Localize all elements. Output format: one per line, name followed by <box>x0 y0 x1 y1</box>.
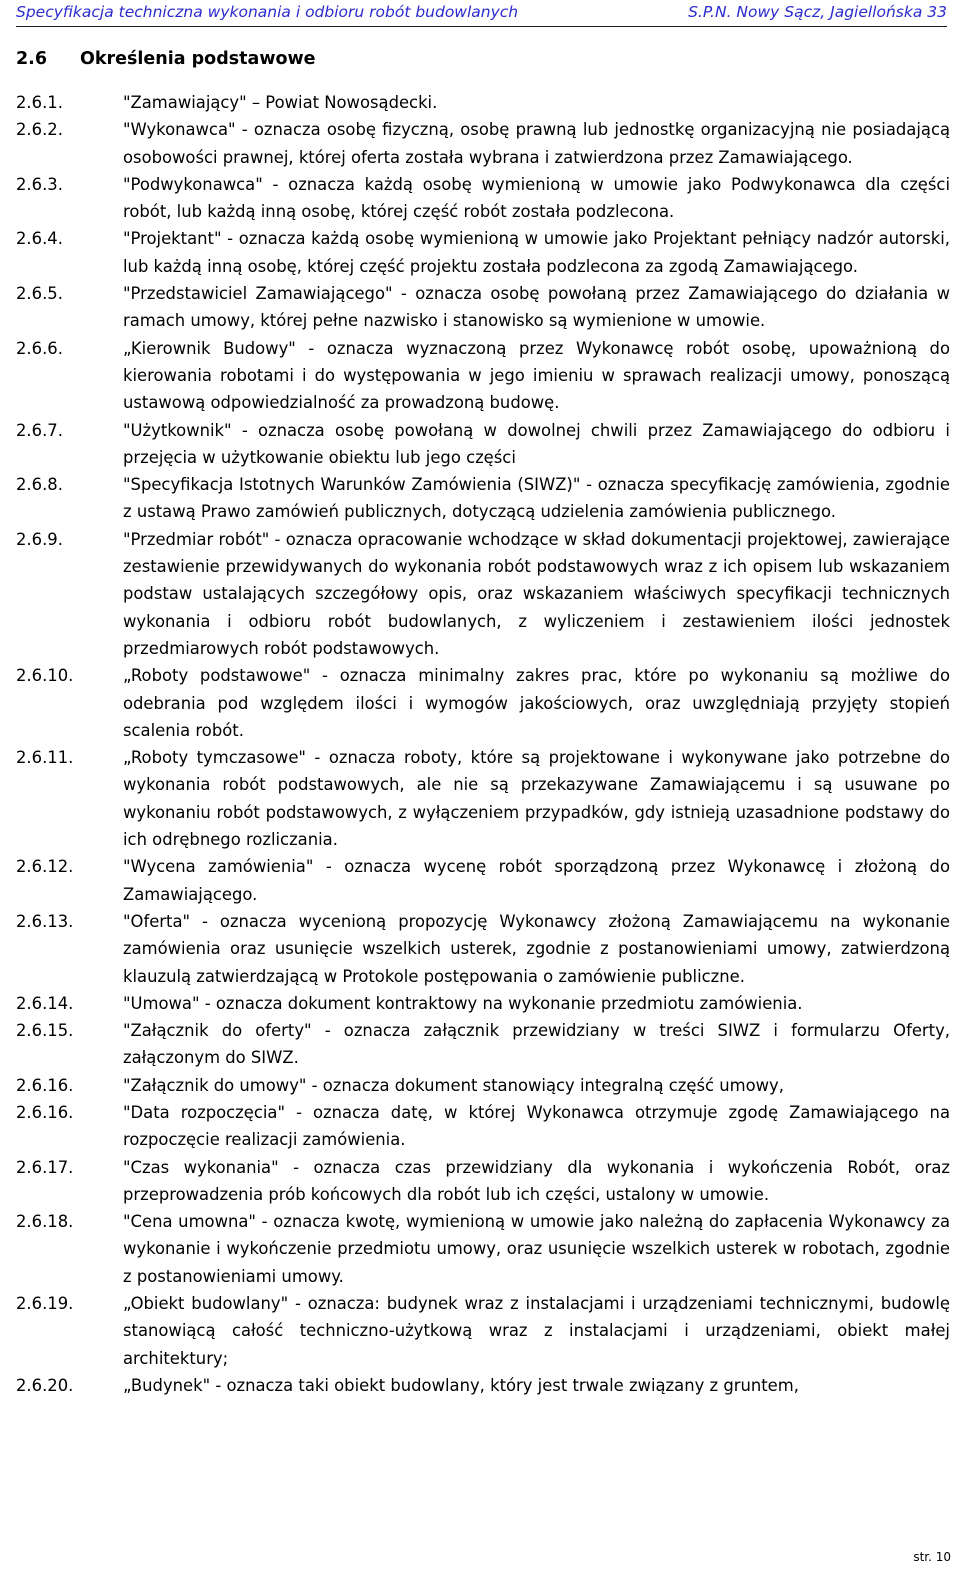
section-heading <box>16 49 316 69</box>
definition-text: "Zamawiający" – Powiat Nowosądecki. <box>123 93 438 112</box>
definition-number: 2.6.12. <box>16 857 74 877</box>
definition-item <box>16 1017 950 1072</box>
definition-number: 2.6.20. <box>16 1375 74 1395</box>
definition-number: 2.6.1. <box>16 93 63 112</box>
definition-text: "Załącznik do umowy" - oznacza dokument stanowiący integralną część umowy, <box>123 1075 784 1095</box>
definition-text: "Załącznik do oferty" - oznacza załącznik przewidziany w treści SIWZ i formularzu Oferty, załączonym do SIWZ. <box>123 1021 950 1068</box>
definition-number: 2.6.8. <box>16 475 63 495</box>
definition-number: 2.6.13. <box>16 911 74 931</box>
definition-item <box>16 853 950 908</box>
definition-number: 2.6.5. <box>16 284 63 304</box>
definition-item <box>16 990 950 1017</box>
definition-text: „Budynek" - oznacza taki obiekt budowlany, który jest trwale związany z gruntem, <box>123 1375 799 1395</box>
definition-item <box>16 417 950 472</box>
definition-text: "Użytkownik" - oznacza osobę powołaną w dowolnej chwili przez Zamawiającego do odbioru i przejęcia w użytkowanie obiektu lub jego części <box>123 420 950 467</box>
definition-item <box>16 526 950 662</box>
definition-item <box>16 662 950 744</box>
definition-item <box>16 1372 950 1399</box>
definition-text: "Projektant" - oznacza każdą osobę wymienioną w umowie jako Projektant pełniący nadzór autorski, lub każdą inną osobę, której część projektu została podzlecona za zgodą Zamawiającego. <box>123 229 950 276</box>
definition-text: "Przedstawiciel Zamawiającego" - oznacza osobę powołaną przez Zamawiającego do działania w ramach umowy, której pełne nazwisko i stanowisko są wymienione w umowie. <box>123 284 950 331</box>
definition-item <box>16 1208 950 1290</box>
definition-number: 2.6.16. <box>16 1102 74 1122</box>
definition-text: "Cena umowna" - oznacza kwotę, wymienioną w umowie jako należną do zapłacenia Wykonawcy za wykonanie i wykończenie przedmiotu umowy, oraz usunięcie wszelkich usterek w robotach, zgodnie z postanowieniami umowy. <box>123 1212 950 1286</box>
document-location: S.P.N. Nowy Sącz, Jagiellońska 33 <box>688 3 947 21</box>
definition-number: 2.6.3. <box>16 174 63 194</box>
page-number: str. 10 <box>913 1550 951 1564</box>
document-title: Specyfikacja techniczna wykonania i odbioru robót budowlanych <box>16 3 519 21</box>
definition-number: 2.6.6. <box>16 338 63 358</box>
definition-item <box>16 171 950 226</box>
definition-number: 2.6.17. <box>16 1157 74 1177</box>
definition-item <box>16 1154 950 1209</box>
definition-text: "Przedmiar robót" - oznacza opracowanie wchodzące w skład dokumentacji projektowej, zawierające zestawienie przewidywanych do wykonania robót podstawowych wraz z ich opisem lub wskazaniem podstaw ustalających szczegółowy opis, oraz wskazaniem właściwych specyfikacji technicznych wykonania i odbioru robót budowlanych, z wyliczeniem i zestawieniem ilości jednostek przedmiarowych robót podstawowych. <box>123 529 950 658</box>
definition-text: "Wycena zamówienia" - oznacza wycenę robót sporządzoną przez Wykonawcę i złożoną do Zamawiającego. <box>123 857 950 904</box>
section-number: 2.6 <box>16 49 48 69</box>
definition-item <box>16 89 950 116</box>
definition-number: 2.6.18. <box>16 1212 74 1232</box>
definition-number: 2.6.15. <box>16 1021 74 1041</box>
definition-number: 2.6.10. <box>16 666 74 686</box>
definition-item <box>16 335 950 417</box>
definition-text: „Kierownik Budowy" - oznacza wyznaczoną przez Wykonawcę robót osobę, upoważnioną do kierowania robotami i do występowania w jego imieniu w sprawach realizacji umowy, ponoszącą ustawową odpowiedzialność za prowadzoną budowę. <box>123 338 950 413</box>
page-header <box>16 2 947 27</box>
definition-item <box>16 1290 950 1372</box>
definition-text: "Data rozpoczęcia" - oznacza datę, w której Wykonawca otrzymuje zgodę Zamawiającego na rozpoczęcie realizacji zamówienia. <box>123 1102 950 1150</box>
definition-text: "Podwykonawca" - oznacza każdą osobę wymienioną w umowie jako Podwykonawca dla części robót, lub każdą inną osobę, której część robót została podzlecona. <box>123 174 950 222</box>
definition-text: „Roboty tymczasowe" - oznacza roboty, które są projektowane i wykonywane jako potrzebne do wykonania robót podstawowych, ale nie są przekazywane Zamawiającemu i są usuwane po wykonaniu robót podstawowych, z wyłączeniem przypadków, gdy istnieją uzasadnione podstawy do ich odrębnego rozliczania. <box>123 748 950 850</box>
definition-text: „Roboty podstawowe" - oznacza minimalny zakres prac, które po wykonaniu są możliwe do odebrania pod względem ilości i wymogów jakościowych, oraz uwzględniają przyjęty stopień scalenia robót. <box>123 666 950 740</box>
definition-number: 2.6.14. <box>16 993 74 1013</box>
definition-item <box>16 1072 950 1099</box>
definition-text: "Umowa" - oznacza dokument kontraktowy na wykonanie przedmiotu zamówienia. <box>123 993 803 1013</box>
definition-item <box>16 280 950 335</box>
definition-text: „Obiekt budowlany" - oznacza: budynek wraz z instalacjami i urządzeniami technicznymi, budowlę stanowiącą całość techniczno-użytkową wraz z instalacjami i urządzeniami, obiekt małej architektury; <box>123 1294 950 1368</box>
definitions-list <box>16 89 950 1399</box>
definition-item <box>16 908 950 990</box>
definition-number: 2.6.19. <box>16 1294 74 1314</box>
definition-text: "Czas wykonania" - oznacza czas przewidziany dla wykonania i wykończenia Robót, oraz przeprowadzenia prób końcowych dla robót lub ich części, ustalony w umowie. <box>123 1157 950 1204</box>
definition-number: 2.6.2. <box>16 120 63 140</box>
definition-number: 2.6.9. <box>16 529 63 549</box>
definition-number: 2.6.4. <box>16 229 63 249</box>
definition-text: "Specyfikacja Istotnych Warunków Zamówienia (SIWZ)" - oznacza specyfikację zamówienia, zgodnie z ustawą Prawo zamówień publicznych, dotyczącą udzielenia zamówienia publicznego. <box>123 475 950 522</box>
definition-item <box>16 1099 950 1154</box>
definition-item <box>16 471 950 526</box>
definition-item <box>16 744 950 853</box>
section-title: Określenia podstawowe <box>80 49 316 69</box>
definition-item <box>16 116 950 171</box>
definition-number: 2.6.11. <box>16 748 74 768</box>
definition-number: 2.6.7. <box>16 420 63 440</box>
definition-number: 2.6.16. <box>16 1075 74 1095</box>
definition-text: "Oferta" - oznacza wycenioną propozycję Wykonawcy złożoną Zamawiającemu na wykonanie zamówienia oraz usunięcie wszelkich usterek, zgodnie z postanowieniami umowy, zatwierdzoną klauzulą zatwierdzającą w Protokole postępowania o zamówienie publiczne. <box>123 911 950 986</box>
definition-item <box>16 225 950 280</box>
definition-text: "Wykonawca" - oznacza osobę fizyczną, osobę prawną lub jednostkę organizacyjną nie posiadającą osobowości prawnej, której oferta została wybrana i zatwierdzona przez Zamawiającego. <box>123 120 950 167</box>
